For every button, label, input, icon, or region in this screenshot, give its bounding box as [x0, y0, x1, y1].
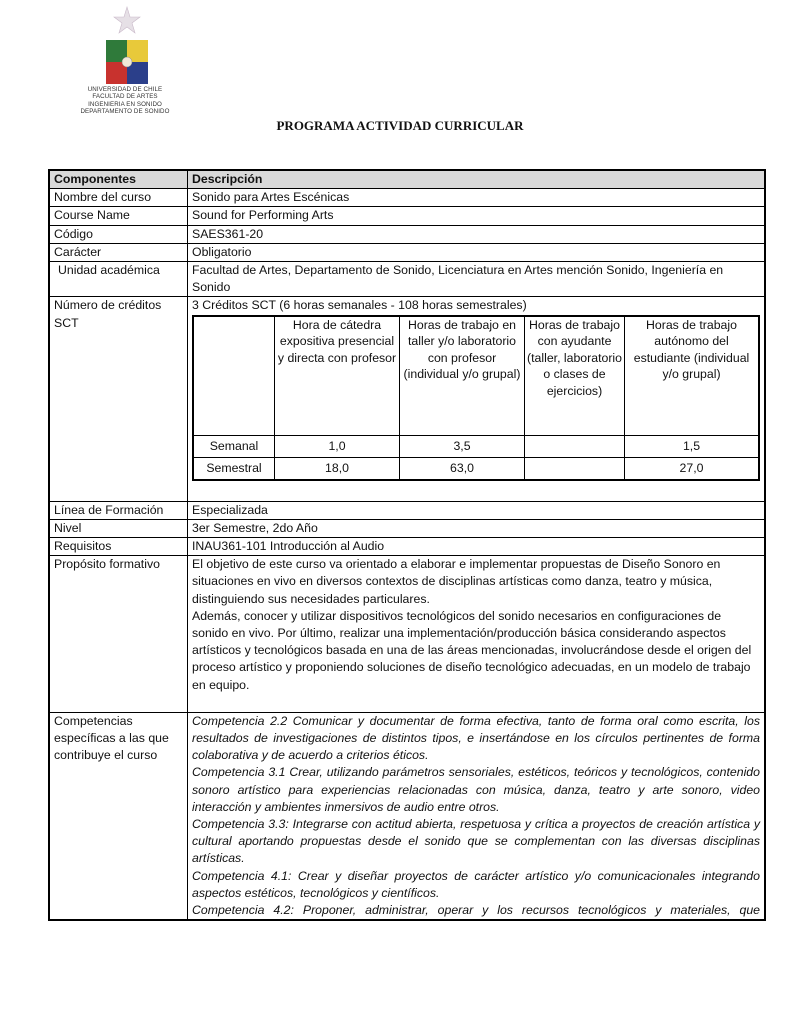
table-row — [49, 538, 765, 556]
table-row — [49, 207, 765, 225]
competencia-item: Competencia 3.3: Integrarse con actitud abierta, respetuosa y crítica a proyectos de creación artística y cultural aportando propuestas desde el sonido que se complementan con las diversas disciplinas artísticas. — [192, 817, 760, 866]
hours-cell — [525, 457, 625, 480]
competencia-item: Competencia 3.1 Crear, utilizando parámetros sensoriales, estéticos, teóricos y tecnológicos, contenido sonoro artístico para experiencias relacionadas con música, danza, teatro y arte sonoro, video interacción y ambientes inmersivos de audio entre otros. — [192, 765, 760, 814]
hours-row-semestral — [193, 457, 759, 480]
row-value: INAU361-101 Introducción al Audio — [188, 538, 766, 556]
row-label: Unidad académica — [49, 262, 188, 297]
star-icon — [112, 6, 142, 36]
row-value-competencias — [188, 712, 766, 920]
hours-cell: Semestral — [193, 457, 275, 480]
logo-line: UNIVERSIDAD DE CHILE — [87, 86, 163, 93]
shield-icon — [106, 40, 148, 84]
row-value: Facultad de Artes, Departamento de Sonido, Licenciatura en Artes mención Sonido, Ingeniería en Sonido — [188, 262, 766, 297]
table-row-proposito — [49, 556, 765, 713]
row-label: Línea de Formación — [49, 501, 188, 519]
hours-cell: Semanal — [193, 435, 275, 457]
hours-header: Horas de trabajo autónomo del estudiante (individual y/o grupal) — [625, 316, 760, 436]
competencia-item: Competencia 4.2: Proponer, administrar, operar y los recursos tecnológicos y materiales, que — [192, 903, 760, 918]
logo-caption — [70, 86, 180, 116]
hours-row-semanal — [193, 435, 759, 457]
hours-cell: 27,0 — [625, 457, 760, 480]
logo-line: DEPARTAMENTO DE SONIDO — [80, 108, 170, 116]
row-value: 3er Semestre, 2do Año — [188, 519, 766, 537]
hours-cell: 1,0 — [275, 435, 400, 457]
proposito-paragraph: Además, conocer y utilizar dispositivos tecnológicos del sonido necesarios en configuraciones de sonido en vivo. Por último, realizar una implementación/producción básica considerando aspectos artísticos y tecnológicos basada en una de las áreas mencionadas, involucrándose desde el origen del proceso artístico y proponiendo soluciones de diseño tecnológico adecuadas, en un modelo de trabajo en equipo. — [192, 608, 752, 692]
competencia-item: Competencia 4.1: Crear y diseñar proyectos de carácter artístico y/o comunicacionales integrando aspectos estéticos, tecnológicos y científicos. — [192, 868, 760, 900]
hours-cell: 3,5 — [400, 435, 525, 457]
row-label: Carácter — [49, 243, 188, 261]
row-label: Propósito formativo — [49, 556, 188, 713]
table-row-creditos — [49, 297, 765, 501]
table-row — [49, 225, 765, 243]
table-row-competencias — [49, 712, 765, 920]
table-header-row — [49, 170, 765, 189]
logo-line: FACULTAD DE ARTES — [92, 93, 158, 101]
program-table — [48, 169, 766, 921]
row-label: Nombre del curso — [49, 189, 188, 207]
logo-line: INGENIERIA EN SONIDO — [88, 100, 162, 108]
competencia-item: Competencia 2.2 Comunicar y documentar de forma efectiva, tanto de forma oral como escrita, los resultados de investigaciones de distintos tipos, e insertándose en los círculos pertinentes de forma colaborativa y de acuerdo a criterios éticos. — [192, 713, 760, 763]
hours-header: Hora de cátedra expositiva presencial y directa con profesor — [275, 316, 400, 436]
row-value: Sonido para Artes Escénicas — [188, 189, 766, 207]
table-row — [49, 243, 765, 261]
row-label: Código — [49, 225, 188, 243]
hours-header: Horas de trabajo con ayudante (taller, laboratorio o clases de ejercicios) — [525, 316, 625, 436]
row-value: Especializada — [188, 501, 766, 519]
table-row — [49, 262, 765, 297]
col-header-componentes: Componentes — [49, 170, 188, 189]
row-label: Course Name — [49, 207, 188, 225]
row-value: Sound for Performing Arts — [188, 207, 766, 225]
row-value-creditos — [188, 297, 766, 501]
hours-cell — [525, 435, 625, 457]
row-label: Competencias específicas a las que contribuye el curso — [49, 712, 188, 920]
hours-cell: 1,5 — [625, 435, 760, 457]
hours-table — [192, 315, 760, 481]
table-row — [49, 519, 765, 537]
credits-summary: 3 Créditos SCT (6 horas semanales - 108 horas semestrales) — [192, 298, 527, 313]
col-header-descripcion: Descripción — [188, 170, 766, 189]
page-title: PROGRAMA ACTIVIDAD CURRICULAR — [276, 118, 524, 133]
hours-cell: 18,0 — [275, 457, 400, 480]
hours-header-empty — [193, 316, 275, 436]
row-label: Requisitos — [49, 538, 188, 556]
university-logo — [70, 6, 180, 118]
row-value: SAES361-20 — [188, 225, 766, 243]
row-label: Número de créditos SCT — [49, 297, 188, 501]
hours-cell: 63,0 — [400, 457, 525, 480]
table-row — [49, 189, 765, 207]
row-value: Obligatorio — [188, 243, 766, 261]
table-row — [49, 501, 765, 519]
row-label: Nivel — [49, 519, 188, 537]
row-value-proposito — [188, 556, 766, 713]
hours-header: Horas de trabajo en taller y/o laboratorio con profesor (individual y/o grupal) — [400, 316, 525, 436]
proposito-paragraph: El objetivo de este curso va orientado a elaborar e implementar propuestas de Diseño Sonoro en situaciones en vivo en diversos contextos de disciplinas artísticas como danza, teatro y música, distinguiendo sus necesidades particulares. — [192, 557, 721, 606]
hours-header-row — [193, 316, 759, 436]
